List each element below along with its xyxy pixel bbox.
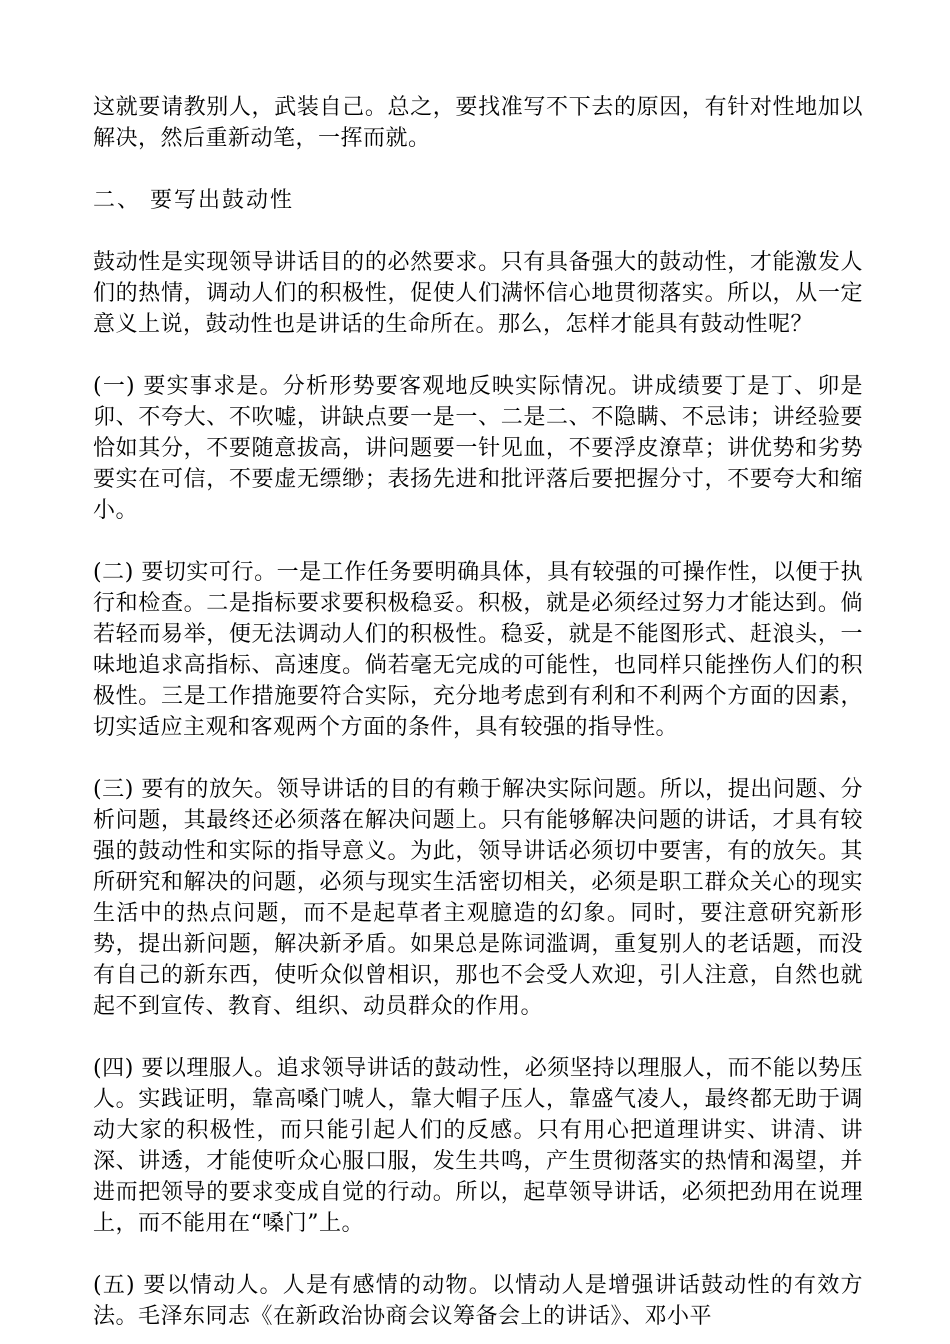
paragraph-point-3: (三) 要有的放矢。领导讲话的目的有赖于解决实际问题。所以，提出问题、分析问题，其最终还必须落在解决问题上。只有能够解决问题的讲话，才具有较强的鼓动性和实际的指导意义。为此，领导讲话必须切中要害，有的放矢。其所研究和解决的问题，必须与现实生活密切相关，必须是职工群众关心的现实生活中的热点问题，而不是起草者主观臆造的幻象。同时，要注意研究新形势，提出新问题，解决新矛盾。如果总是陈词滥调，重复别人的老话题，而没有自己的新东西，使听众似曾相识，那也不会受人欢迎，引人注意，自然也就起不到宣传、教育、组织、动员群众的作用。 [93, 777, 863, 1019]
paragraph-gap [93, 154, 863, 185]
paragraph-gap [93, 340, 863, 371]
paragraph-gap [93, 1022, 863, 1053]
paragraph-point-1: (一) 要实事求是。分析形势要客观地反映实际情况。讲成绩要丁是丁、卯是卯、不夸大、不吹嘘，讲缺点要一是一、二是二、不隐瞒、不忌讳；讲经验要恰如其分，不要随意拔高，讲问题要一针见血，不要浮皮潦草；讲优势和劣势要实在可信，不要虚无缥缈；表扬先进和批评落后要把握分寸，不要夸大和缩小。 [93, 374, 863, 523]
paragraph-point-4: (四) 要以理服人。追求领导讲话的鼓动性，必须坚持以理服人，而不能以势压人。实践证明，靠高嗓门唬人，靠大帽子压人，靠盛气凌人，最终都无助于调动大家的积极性，而只能引起人们的反感。只有用心把道理讲实、讲清、讲深、讲透，才能使听众心服口服，发生共鸣，产生贯彻落实的热情和渴望，并进而把领导的要求变成自觉的行动。所以，起草领导讲话，必须把劲用在说理上，而不能用在“嗓门”上。 [93, 1056, 863, 1236]
section-heading: 二、 要写出鼓动性 [93, 188, 294, 213]
paragraph-gap [93, 743, 863, 774]
paragraph-section-intro: 鼓动性是实现领导讲话目的的必然要求。只有具备强大的鼓动性，才能激发人们的热情，调动人们的积极性，促使人们满怀信心地贯彻落实。所以，从一定意义上说，鼓动性也是讲话的生命所在。那么，怎样才能具有鼓动性呢？ [93, 250, 863, 337]
paragraph-intro-continuation: 这就要请教别人，武装自己。总之，要找准写不下去的原因，有针对性地加以解决，然后重新动笔，一挥而就。 [93, 95, 863, 151]
document-page [93, 92, 863, 1332]
paragraph-point-2: (二) 要切实可行。一是工作任务要明确具体，具有较强的可操作性，以便于执行和检查。二是指标要求要积极稳妥。积极，就是必须经过努力才能达到。倘若轻而易举，便无法调动人们的积极性。稳妥，就是不能图形式、赶浪头，一味地追求高指标、高速度。倘若毫无完成的可能性，也同样只能挫伤人们的积极性。三是工作措施要符合实际，充分地考虑到有利和不利两个方面的因素，切实适应主观和客观两个方面的条件，具有较强的指导性。 [93, 560, 863, 740]
paragraph-gap [93, 216, 863, 247]
paragraph-gap [93, 1239, 863, 1270]
paragraph-point-5: (五) 要以情动人。人是有感情的动物。以情动人是增强讲话鼓动性的有效方法。毛泽东同志《在新政治协商会议筹备会上的讲话》、邓小平 [93, 1273, 863, 1329]
paragraph-gap [93, 526, 863, 557]
